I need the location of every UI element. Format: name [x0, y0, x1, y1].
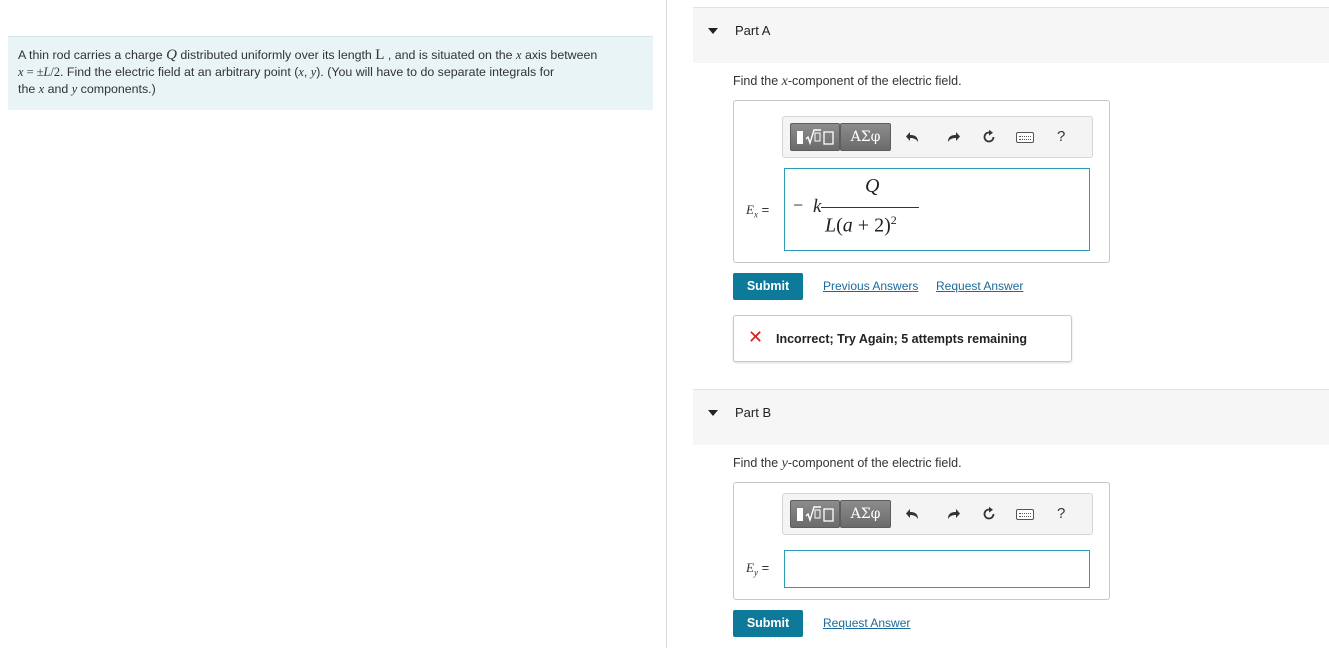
templates-button[interactable]	[790, 123, 840, 151]
undo-icon[interactable]	[905, 506, 921, 526]
reset-icon[interactable]	[981, 129, 997, 149]
redo-icon[interactable]	[945, 506, 961, 526]
part-a-header[interactable]	[693, 7, 1329, 63]
help-button[interactable]: ?	[1057, 128, 1066, 145]
collapse-arrow-icon[interactable]	[708, 28, 718, 34]
redo-icon[interactable]	[945, 129, 961, 149]
keyboard-icon[interactable]	[1016, 509, 1034, 520]
templates-icon	[791, 501, 839, 527]
reset-icon[interactable]	[981, 506, 997, 526]
part-a-answer-input[interactable]	[784, 168, 1090, 251]
collapse-arrow-icon[interactable]	[708, 410, 718, 416]
answer-numerator: Q	[865, 175, 880, 197]
feedback-message: Incorrect; Try Again; 5 attempts remaining	[776, 332, 1027, 346]
part-a-request-answer-link[interactable]: Request Answer	[936, 279, 1024, 293]
previous-answers-link[interactable]: Previous Answers	[823, 279, 919, 293]
answer-minus-sign: −	[793, 195, 804, 215]
part-b-title: Part B	[735, 405, 772, 420]
part-b-request-answer-link[interactable]: Request Answer	[823, 616, 911, 630]
part-a-answer-box	[733, 100, 1110, 263]
incorrect-x-icon: ✕	[748, 327, 764, 347]
problem-statement	[8, 36, 653, 110]
part-b-submit-button[interactable]: Submit	[733, 610, 803, 637]
part-b-prompt: Find the y-component of the electric field.	[733, 456, 962, 471]
greek-symbols-button[interactable]: ΑΣφ	[840, 500, 891, 528]
greek-symbols-button[interactable]: ΑΣφ	[840, 123, 891, 151]
templates-button[interactable]	[790, 500, 840, 528]
part-a-prompt: Find the x-component of the electric field.	[733, 74, 962, 89]
problem-line-1: A thin rod carries a charge Q distributed uniformly over its length L , and is situated on the x axis between	[18, 47, 598, 63]
part-b-variable-label: $E_y$ =	[746, 560, 770, 578]
problem-line-2: x = ±L/2. Find the electric field at an arbitrary point (x, y). (You will have to do separate integrals for	[18, 65, 555, 79]
part-a-title: Part A	[735, 23, 771, 38]
answer-denominator: $L(a + 2)^2$	[825, 213, 897, 237]
part-a-variable-label: $E_x$ =	[746, 202, 770, 220]
problem-line-3: the x and y components.)	[18, 82, 156, 96]
part-a-submit-button[interactable]: Submit	[733, 273, 803, 300]
part-b-header[interactable]	[693, 389, 1329, 445]
part-b-answer-input[interactable]	[784, 550, 1090, 588]
undo-icon[interactable]	[905, 129, 921, 149]
part-b-math-toolbar	[782, 493, 1093, 535]
templates-icon	[791, 124, 839, 150]
answer-constant-k: k	[813, 196, 822, 217]
help-button[interactable]: ?	[1057, 505, 1066, 522]
part-a-math-toolbar	[782, 116, 1093, 158]
keyboard-icon[interactable]	[1016, 132, 1034, 143]
part-a-feedback	[733, 315, 1072, 362]
part-b-answer-box	[733, 482, 1110, 600]
fraction-bar	[821, 207, 919, 208]
panel-divider	[666, 0, 667, 648]
